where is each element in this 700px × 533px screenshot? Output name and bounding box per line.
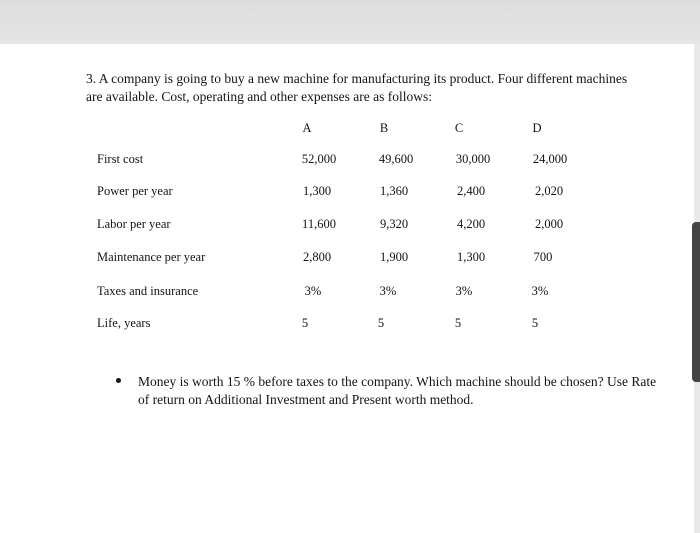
note-text: Money is worth 15 % before taxes to the company. Which machine should be chosen? Use Rate of return on Additional Investment and Present worth method.: [138, 374, 657, 407]
cell-life-c: 5: [454, 316, 462, 330]
row-label-maintenance: Maintenance per year: [97, 250, 206, 264]
cell-power-c: 2,400: [456, 184, 486, 198]
cell-labor-a: 11,600: [302, 217, 336, 231]
cell-first-cost-d: 24,000: [532, 152, 568, 166]
cell-maintenance-b: 1,900: [379, 250, 409, 264]
column-header-c: C: [454, 121, 464, 135]
column-header-b: B: [379, 121, 389, 135]
cell-maintenance-c: 1,300: [456, 250, 486, 264]
cell-taxes-b: 3%: [379, 284, 397, 298]
column-header-a: A: [302, 121, 312, 135]
cell-labor-b: 9,320: [379, 217, 409, 231]
cell-labor-c: 4,200: [456, 217, 486, 231]
top-background: [0, 0, 700, 44]
cell-labor-d: 2,000: [534, 217, 564, 231]
cell-first-cost-a: 52,000: [301, 152, 337, 166]
cell-power-a: 1,300: [302, 184, 332, 198]
row-label-taxes: Taxes and insurance: [97, 284, 199, 298]
cell-first-cost-b: 49,600: [378, 152, 414, 166]
cell-taxes-a: 3%: [304, 284, 322, 298]
column-header-d: D: [532, 121, 542, 135]
cell-taxes-c: 3%: [455, 284, 473, 298]
cell-maintenance-a: 2,800: [302, 250, 332, 264]
cell-taxes-d: 3%: [531, 284, 549, 298]
row-label-labor: Labor per year: [97, 217, 171, 231]
cell-power-d: 2,020: [534, 184, 564, 198]
cell-life-b: 5: [377, 316, 385, 330]
scrollbar-thumb[interactable]: [692, 222, 700, 382]
cell-first-cost-c: 30,000: [455, 152, 491, 166]
bullet-icon: [116, 378, 121, 383]
cell-life-d: 5: [531, 316, 539, 330]
question-text: 3. A company is going to buy a new machine for manufacturing its product. Four different machines are available. Cost, operating and other expenses are as follows:: [86, 71, 628, 104]
cell-power-b: 1,360: [379, 184, 409, 198]
cell-life-a: 5: [301, 316, 309, 330]
row-label-first-cost: First cost: [97, 152, 144, 166]
row-label-power: Power per year: [97, 184, 173, 198]
row-label-life: Life, years: [97, 316, 151, 330]
cell-maintenance-d: 700: [533, 250, 553, 264]
